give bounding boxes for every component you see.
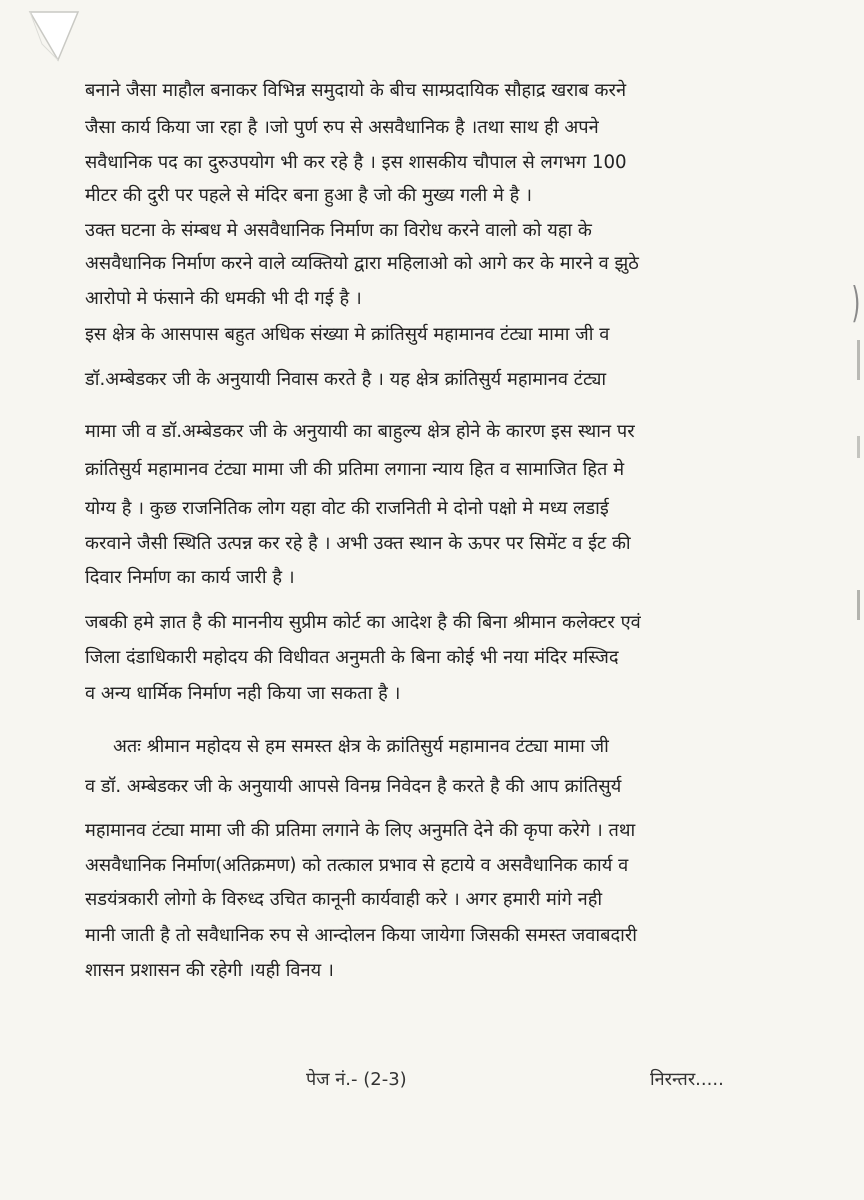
body-line: व डॉ. अम्बेडकर जी के अनुयायी आपसे विनम्र निवेदन है करते है की आप क्रांतिसुर्य xyxy=(85,776,622,797)
body-line: असवैधानिक निर्माण करने वाले व्यक्तियो द्वारा महिलाओ को आगे कर के मारने व झुठे xyxy=(85,253,639,274)
margin-bracket-mark: ) xyxy=(850,278,860,327)
body-line: अतः श्रीमान महोदय से हम समस्त क्षेत्र के क्रांतिसुर्य महामानव टंट्या मामा जी xyxy=(113,736,609,757)
body-line: क्रांतिसुर्य महामानव टंट्या मामा जी की प्रतिमा लगाना न्याय हित व सामाजित हित मे xyxy=(85,459,625,480)
body-line: उक्त घटना के संम्बध मे असवैधानिक निर्माण का विरोध करने वालो को यहा के xyxy=(85,220,592,241)
body-line: सवैधानिक पद का दुरुउपयोग भी कर रहे है । इस शासकीय चौपाल से लगभग 100 xyxy=(85,152,627,173)
body-line: जबकी हमे ज्ञात है की माननीय सुप्रीम कोर्ट का आदेश है की बिना श्रीमान कलेक्टर एवं xyxy=(85,612,641,633)
body-line: असवैधानिक निर्माण(अतिक्रमण) को तत्काल प्रभाव से हटाये व असवैधानिक कार्य व xyxy=(85,855,629,876)
folded-corner-mark xyxy=(0,0,88,72)
continued-label: निरन्तर..... xyxy=(650,1069,724,1090)
body-line: डॉ.अम्बेडकर जी के अनुयायी निवास करते है । यह क्षेत्र क्रांतिसुर्य महामानव टंट्या xyxy=(85,369,607,390)
body-line: जिला दंडाधिकारी महोदय की विधीवत अनुमती के बिना कोई भी नया मंदिर मस्जिद xyxy=(85,647,619,668)
body-line: आरोपो मे फंसाने की धमकी भी दी गई है । xyxy=(85,288,362,309)
body-line: मीटर की दुरी पर पहले से मंदिर बना हुआ है जो की मुख्य गली मे है । xyxy=(85,185,532,206)
body-line: इस क्षेत्र के आसपास बहुत अधिक संख्या मे क्रांतिसुर्य महामानव टंट्या मामा जी व xyxy=(85,324,610,345)
page-number: पेज नं.- (2-3) xyxy=(306,1069,407,1090)
body-line: योग्य है । कुछ राजनितिक लोग यहा वोट की राजनिती मे दोनो पक्षो मे मध्य लडाई xyxy=(85,498,609,519)
body-line: जैसा कार्य किया जा रहा है ।जो पुर्ण रुप से असवैधानिक है ।तथा साथ ही अपने xyxy=(85,117,599,138)
binder-edge-marks xyxy=(856,340,862,640)
body-line: सडयंत्रकारी लोगो के विरुध्द उचित कानूनी कार्यवाही करे । अगर हमारी मांगे नही xyxy=(85,889,603,910)
body-line: करवाने जैसी स्थिति उत्पन्न कर रहे है । अभी उक्त स्थान के ऊपर पर सिमेंट व ईट की xyxy=(85,533,631,554)
body-line: व अन्य धार्मिक निर्माण नही किया जा सकता है । xyxy=(85,683,401,704)
body-line: मानी जाती है तो सवैधानिक रुप से आन्दोलन किया जायेगा जिसकी समस्त जवाबदारी xyxy=(85,925,638,946)
body-line: मामा जी व डॉ.अम्बेडकर जी के अनुयायी का बाहुल्य क्षेत्र होने के कारण इस स्थान पर xyxy=(85,421,635,442)
body-line: बनाने जैसा माहौल बनाकर विभिन्न समुदायो के बीच साम्प्रदायिक सौहाद्र खराब करने xyxy=(85,80,627,101)
body-line: महामानव टंट्या मामा जी की प्रतिमा लगाने के लिए अनुमति देने की कृपा करेगे । तथा xyxy=(85,820,636,841)
body-line: दिवार निर्माण का कार्य जारी है । xyxy=(85,567,295,588)
body-line: शासन प्रशासन की रहेगी ।यही विनय । xyxy=(85,960,334,981)
